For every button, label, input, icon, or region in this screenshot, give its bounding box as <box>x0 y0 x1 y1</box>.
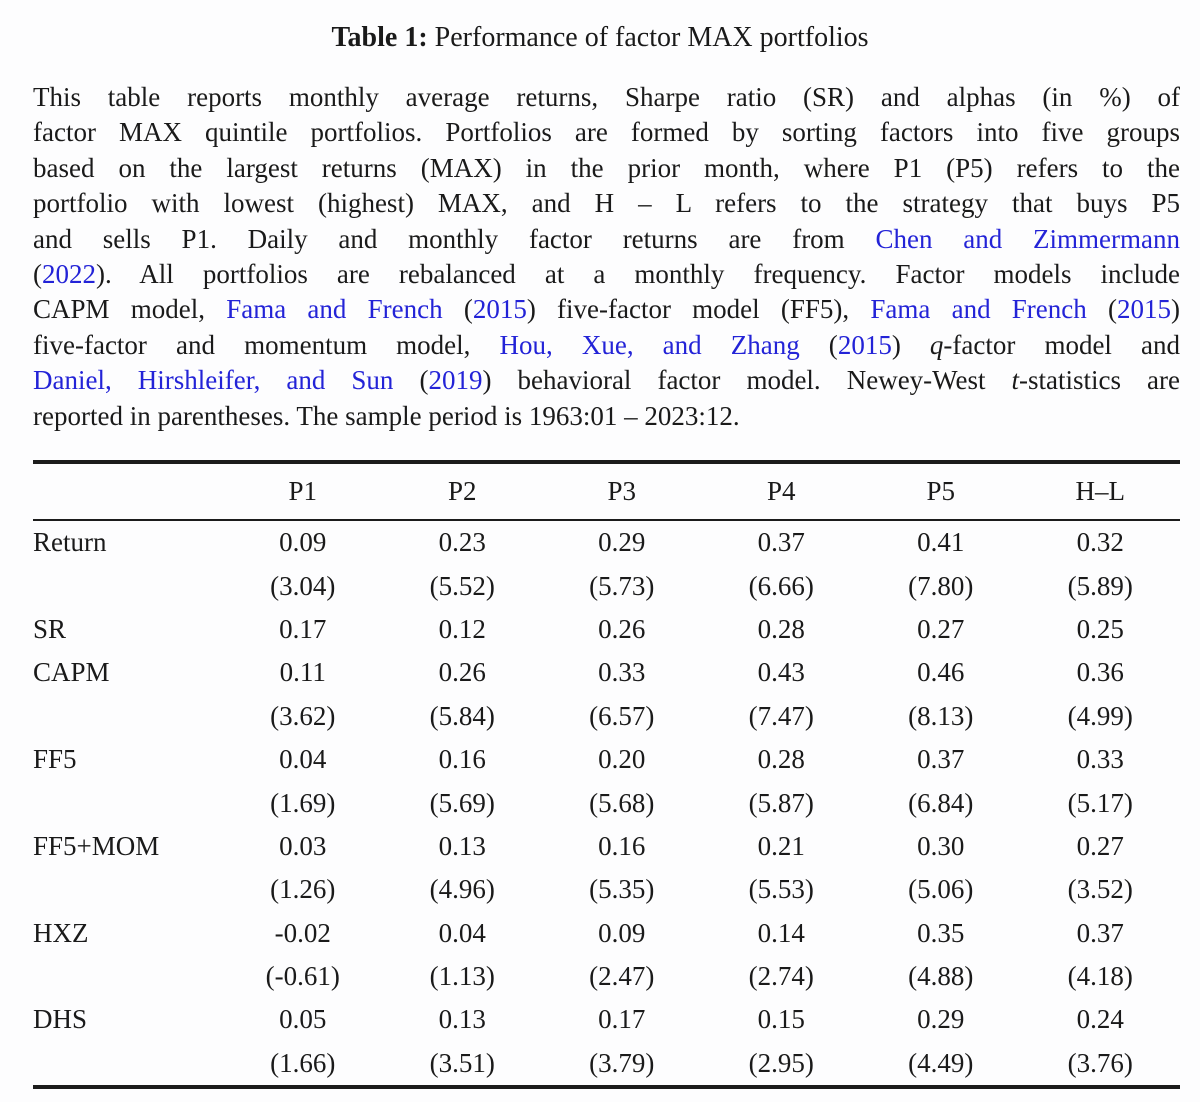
value-cell: 0.21 <box>757 830 805 861</box>
tstat-cell: (4.18) <box>1067 961 1133 992</box>
value-cell: 0.28 <box>757 744 805 775</box>
value-cell: 0.29 <box>598 527 646 558</box>
value-cell: 0.13 <box>438 830 486 861</box>
caption-text: -statistics are <box>1019 365 1181 396</box>
caption-line <box>33 328 1180 363</box>
table-header-row <box>33 464 1180 519</box>
citation-link[interactable]: 2015 <box>472 294 527 325</box>
row-label: FF5+MOM <box>33 830 160 861</box>
tstat-cell: (1.66) <box>270 1047 336 1078</box>
caption-text: five-factor and momentum model, <box>33 329 500 360</box>
value-cell: 0.05 <box>279 1004 327 1035</box>
caption-text: ( <box>33 259 42 290</box>
caption-text: ) <box>1170 294 1180 325</box>
table-title-text: Performance of factor MAX portfolios <box>434 22 869 53</box>
tstat-cell: (7.47) <box>748 700 814 731</box>
caption-line <box>33 186 1180 221</box>
caption-text: reported in parentheses. The sample period is 1963:01 – 2023:12. <box>33 400 740 431</box>
table-row-tstat <box>33 1042 1180 1085</box>
tstat-cell: (6.57) <box>589 700 655 731</box>
table-row-tstat <box>33 695 1180 738</box>
tstat-cell: (3.51) <box>429 1047 495 1078</box>
value-cell: 0.12 <box>438 613 486 644</box>
column-header: P3 <box>607 476 637 506</box>
citation-link[interactable]: 2022 <box>42 259 96 290</box>
caption-text: q <box>929 329 944 360</box>
tstat-cell: (3.76) <box>1067 1047 1133 1078</box>
caption-line <box>33 257 1180 292</box>
value-cell: 0.20 <box>598 744 646 775</box>
row-label: Return <box>33 527 107 558</box>
value-cell: 0.16 <box>438 744 486 775</box>
value-cell: 0.09 <box>598 917 646 948</box>
tstat-cell: (5.89) <box>1067 570 1133 601</box>
tstat-cell: (3.04) <box>270 570 336 601</box>
caption-line <box>33 292 1180 327</box>
citation-link[interactable]: Fama and French <box>226 294 443 325</box>
caption-text: portfolio with lowest (highest) MAX, and H – L refers to the strategy that buys P5 <box>33 188 1180 219</box>
value-cell: 0.03 <box>279 830 327 861</box>
column-header: P4 <box>766 476 796 506</box>
caption-text: ). All portfolios are rebalanced at a monthly frequency. Factor models include <box>96 259 1180 290</box>
column-header: P2 <box>447 476 477 506</box>
tstat-cell: (5.68) <box>589 787 655 818</box>
value-cell: 0.27 <box>917 613 965 644</box>
value-cell: 0.43 <box>757 657 805 688</box>
row-label: HXZ <box>33 917 89 948</box>
tstat-cell: (2.95) <box>748 1047 814 1078</box>
caption-text: This table reports monthly average returns, Sharpe ratio (SR) and alphas (in %) of <box>33 82 1180 112</box>
table-row <box>33 608 1180 651</box>
table-row-tstat <box>33 868 1180 911</box>
value-cell: 0.33 <box>1076 744 1124 775</box>
value-cell: 0.33 <box>598 657 646 688</box>
tstat-cell: (5.53) <box>748 874 814 905</box>
value-cell: 0.13 <box>438 1004 486 1035</box>
value-cell: 0.32 <box>1076 527 1124 558</box>
value-cell: 0.37 <box>757 527 805 558</box>
tstat-cell: (7.80) <box>908 570 974 601</box>
table-title <box>0 22 1200 54</box>
caption-text: -factor model and <box>943 329 1180 360</box>
caption-text: based on the largest returns (MAX) in the prior month, where P1 (P5) refers to the <box>33 152 1180 183</box>
citation-link[interactable]: Fama and French <box>870 294 1087 325</box>
caption-text: CAPM model, <box>33 294 227 325</box>
table-row <box>33 651 1180 694</box>
caption-line <box>33 363 1180 398</box>
value-cell: 0.37 <box>1076 917 1124 948</box>
value-cell: 0.30 <box>917 830 965 861</box>
tstat-cell: (8.13) <box>908 700 974 731</box>
value-cell: 0.25 <box>1076 613 1124 644</box>
value-cell: 0.29 <box>917 1004 965 1035</box>
tstat-cell: (5.17) <box>1067 787 1133 818</box>
caption-line <box>33 399 1180 434</box>
tstat-cell: (5.69) <box>429 787 495 818</box>
citation-link[interactable]: 2019 <box>428 365 483 396</box>
tstat-cell: (5.87) <box>748 787 814 818</box>
caption-text: factor MAX quintile portfolios. Portfolios are formed by sorting factors into five groups <box>33 117 1180 148</box>
value-cell: 0.26 <box>598 613 646 644</box>
value-cell: 0.36 <box>1076 657 1124 688</box>
table-number-label: Table 1: <box>331 22 428 53</box>
column-header: P1 <box>288 476 318 506</box>
caption-text: and sells P1. Daily and monthly factor returns are from <box>33 223 876 254</box>
tstat-cell: (5.52) <box>429 570 495 601</box>
caption-line <box>33 222 1180 257</box>
value-cell: 0.28 <box>757 613 805 644</box>
table-caption <box>33 80 1180 434</box>
performance-table <box>33 460 1180 1089</box>
tstat-cell: (5.84) <box>429 700 495 731</box>
caption-line <box>33 151 1180 186</box>
caption-text: ) five-factor model (FF5), <box>526 294 871 325</box>
table-row-tstat <box>33 955 1180 998</box>
tstat-cell: (4.88) <box>908 961 974 992</box>
citation-link[interactable]: Chen and Zimmermann <box>875 223 1180 254</box>
table-row <box>33 521 1180 564</box>
value-cell: 0.09 <box>279 527 327 558</box>
tstat-cell: (6.66) <box>748 570 814 601</box>
value-cell: 0.04 <box>279 744 327 775</box>
value-cell: 0.04 <box>438 917 486 948</box>
caption-text: ( <box>1086 294 1117 325</box>
caption-line <box>33 115 1180 150</box>
value-cell: 0.46 <box>917 657 965 688</box>
table-bottom-rule <box>33 1085 1180 1089</box>
caption-text: ( <box>799 329 838 360</box>
table-row-tstat <box>33 564 1180 607</box>
value-cell: 0.17 <box>279 613 327 644</box>
value-cell: 0.26 <box>438 657 486 688</box>
value-cell: 0.15 <box>757 1004 805 1035</box>
table-row-tstat <box>33 781 1180 824</box>
value-cell: 0.37 <box>917 744 965 775</box>
column-header: P5 <box>926 476 956 506</box>
table-row <box>33 825 1180 868</box>
caption-text: ) <box>891 329 930 360</box>
value-cell: 0.24 <box>1076 1004 1124 1035</box>
value-cell: 0.23 <box>438 527 486 558</box>
tstat-cell: (2.47) <box>589 961 655 992</box>
value-cell: 0.16 <box>598 830 646 861</box>
tstat-cell: (3.62) <box>270 700 336 731</box>
value-cell: 0.11 <box>279 657 326 688</box>
tstat-cell: (1.13) <box>429 961 495 992</box>
caption-line <box>33 80 1180 115</box>
caption-text: t <box>1011 365 1020 396</box>
value-cell: 0.27 <box>1076 830 1124 861</box>
citation-link[interactable]: Hou, Xue, and Zhang <box>499 329 800 360</box>
column-header: H–L <box>1075 476 1125 506</box>
tstat-cell: (4.49) <box>908 1047 974 1078</box>
tstat-cell: (6.84) <box>908 787 974 818</box>
tstat-cell: (4.96) <box>429 874 495 905</box>
row-label: FF5 <box>33 744 77 775</box>
table-row <box>33 912 1180 955</box>
value-cell: -0.02 <box>274 917 331 948</box>
tstat-cell: (5.35) <box>589 874 655 905</box>
table-row <box>33 998 1180 1041</box>
citation-link[interactable]: 2015 <box>837 329 892 360</box>
citation-link[interactable]: 2015 <box>1116 294 1171 325</box>
value-cell: 0.35 <box>917 917 965 948</box>
caption-text: ) behavioral factor model. Newey-West <box>482 365 1012 396</box>
tstat-cell: (5.73) <box>589 570 655 601</box>
tstat-cell: (4.99) <box>1067 700 1133 731</box>
table-row <box>33 738 1180 781</box>
caption-text: ( <box>393 365 429 396</box>
tstat-cell: (5.06) <box>908 874 974 905</box>
tstat-cell: (2.74) <box>748 961 814 992</box>
table-body <box>33 521 1180 1085</box>
tstat-cell: (1.26) <box>270 874 336 905</box>
tstat-cell: (3.79) <box>589 1047 655 1078</box>
value-cell: 0.17 <box>598 1004 646 1035</box>
tstat-cell: (-0.61) <box>265 961 340 992</box>
caption-text: ( <box>442 294 473 325</box>
row-label: CAPM <box>33 657 110 688</box>
tstat-cell: (1.69) <box>270 787 336 818</box>
citation-link[interactable]: Daniel, Hirshleifer, and Sun <box>33 365 394 396</box>
tstat-cell: (3.52) <box>1067 874 1133 905</box>
value-cell: 0.14 <box>757 917 805 948</box>
value-cell: 0.41 <box>917 527 965 558</box>
row-label: SR <box>33 613 67 644</box>
row-label: DHS <box>33 1004 88 1035</box>
